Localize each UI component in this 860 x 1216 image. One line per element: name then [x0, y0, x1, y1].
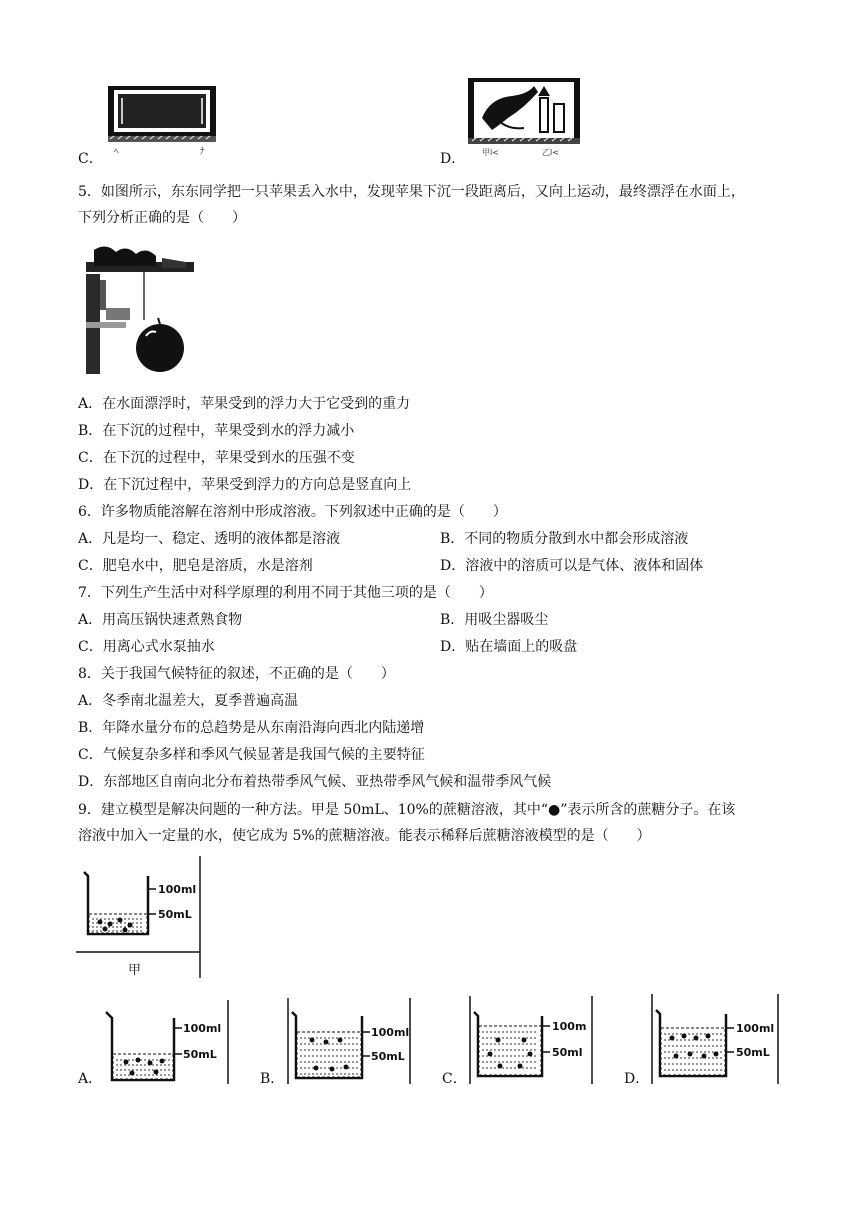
q6-option-a[interactable]: A．凡是均一、稳定、透明的液体都是溶液 [78, 531, 341, 547]
q4-option-c-label[interactable]: C． [78, 151, 103, 167]
q5-apple-image [86, 240, 194, 378]
q6-stem: 6．许多物质能溶解在溶剂中形成溶液。下列叙述中正确的是（ ） [78, 504, 507, 520]
q7-option-b[interactable]: B．用吸尘器吸尘 [440, 612, 549, 628]
q9-option-b-beaker[interactable] [286, 998, 414, 1084]
q6-option-c[interactable]: C．肥皂水中，肥皂是溶质，水是溶剂 [78, 558, 313, 574]
q9-option-d-mark-50: 50mL [736, 1046, 770, 1059]
q8-option-d[interactable]: D．东部地区自南向北分布着热带季风气候、亚热带季风气候和温带季风气候 [78, 774, 552, 790]
q9-option-d-label[interactable]: D． [624, 1071, 650, 1087]
svg-text:乙l<: 乙l< [542, 148, 559, 157]
q8-stem: 8．关于我国气候特征的叙述，不正确的是（ ） [78, 666, 395, 682]
q9-option-c-mark-100: 100m [552, 1020, 587, 1033]
q8-option-c[interactable]: C．气候复杂多样和季风气候显著是我国气候的主要特征 [78, 747, 425, 763]
q9-option-c-mark-50: 50ml [552, 1046, 583, 1059]
q9-stem-line2: 溶液中加入一定量的水，使它成为 5%的蔗糖溶液。能表示稀释后蔗糖溶液模型的是（ ） [78, 828, 651, 844]
q4-option-d-image [468, 78, 580, 158]
svg-text:甲l<: 甲l< [482, 148, 499, 157]
q9-option-a-label[interactable]: A． [78, 1071, 103, 1087]
q8-option-a[interactable]: A．冬季南北温差大，夏季普遍高温 [78, 693, 299, 709]
q9-option-a-mark-100: 100ml [183, 1022, 222, 1035]
q7-option-d[interactable]: D．贴在墙面上的吸盘 [440, 639, 578, 655]
q5-stem-line1: 5．如图所示，东东同学把一只苹果丢入水中，发现苹果下沉一段距离后，又向上运动，最终漂浮在水面上， [78, 184, 745, 200]
q4-option-c-image [106, 84, 218, 156]
q9-jia-beaker [76, 856, 204, 980]
q5-option-b[interactable]: B．在下沉的过程中，苹果受到水的浮力减小 [78, 423, 355, 439]
q9-jia-mark-50: 50mL [158, 908, 192, 921]
q5-option-d[interactable]: D．在下沉过程中，苹果受到浮力的方向总是竖直向上 [78, 477, 412, 493]
svg-text:ﾍ: ﾍ [114, 147, 119, 156]
q4-option-d-label[interactable]: D． [440, 151, 466, 167]
q9-jia-mark-100: 100ml [158, 883, 197, 896]
q9-option-a-beaker[interactable] [104, 1000, 232, 1084]
q9-option-b-label[interactable]: B． [260, 1071, 285, 1087]
q9-option-d-beaker[interactable] [650, 994, 782, 1084]
q5-stem-line2: 下列分析正确的是（ ） [78, 210, 246, 226]
q6-option-b[interactable]: B．不同的物质分散到水中都会形成溶液 [440, 531, 689, 547]
q9-option-c-label[interactable]: C． [442, 1071, 467, 1087]
q9-option-b-mark-100: 100ml [371, 1026, 410, 1039]
svg-text:ﾅ: ﾅ [200, 147, 205, 156]
q9-option-c-beaker[interactable] [468, 996, 596, 1084]
q9-option-b-mark-50: 50mL [371, 1050, 405, 1063]
q6-option-d[interactable]: D．溶液中的溶质可以是气体、液体和固体 [440, 558, 704, 574]
q9-option-a-mark-50: 50mL [183, 1048, 217, 1061]
q7-option-c[interactable]: C．用离心式水泵抽水 [78, 639, 215, 655]
q9-option-d-mark-100: 100ml [736, 1022, 775, 1035]
q7-option-a[interactable]: A．用高压锅快速煮熟食物 [78, 612, 243, 628]
q9-stem-line1: 9．建立模型是解决问题的一种方法。甲是 50mL、10%的蔗糖溶液，其中“●”表示所含的蔗糖分子。在该 [78, 802, 736, 818]
q8-option-b[interactable]: B．年降水量分布的总趋势是从东南沿海向西北内陆递增 [78, 720, 425, 736]
q5-option-c[interactable]: C．在下沉的过程中，苹果受到水的压强不变 [78, 450, 355, 466]
q7-stem: 7．下列生产生活中对科学原理的利用不同于其他三项的是（ ） [78, 585, 493, 601]
q5-option-a[interactable]: A．在水面漂浮时，苹果受到的浮力大于它受到的重力 [78, 396, 411, 412]
q9-jia-caption: 甲 [128, 963, 142, 978]
